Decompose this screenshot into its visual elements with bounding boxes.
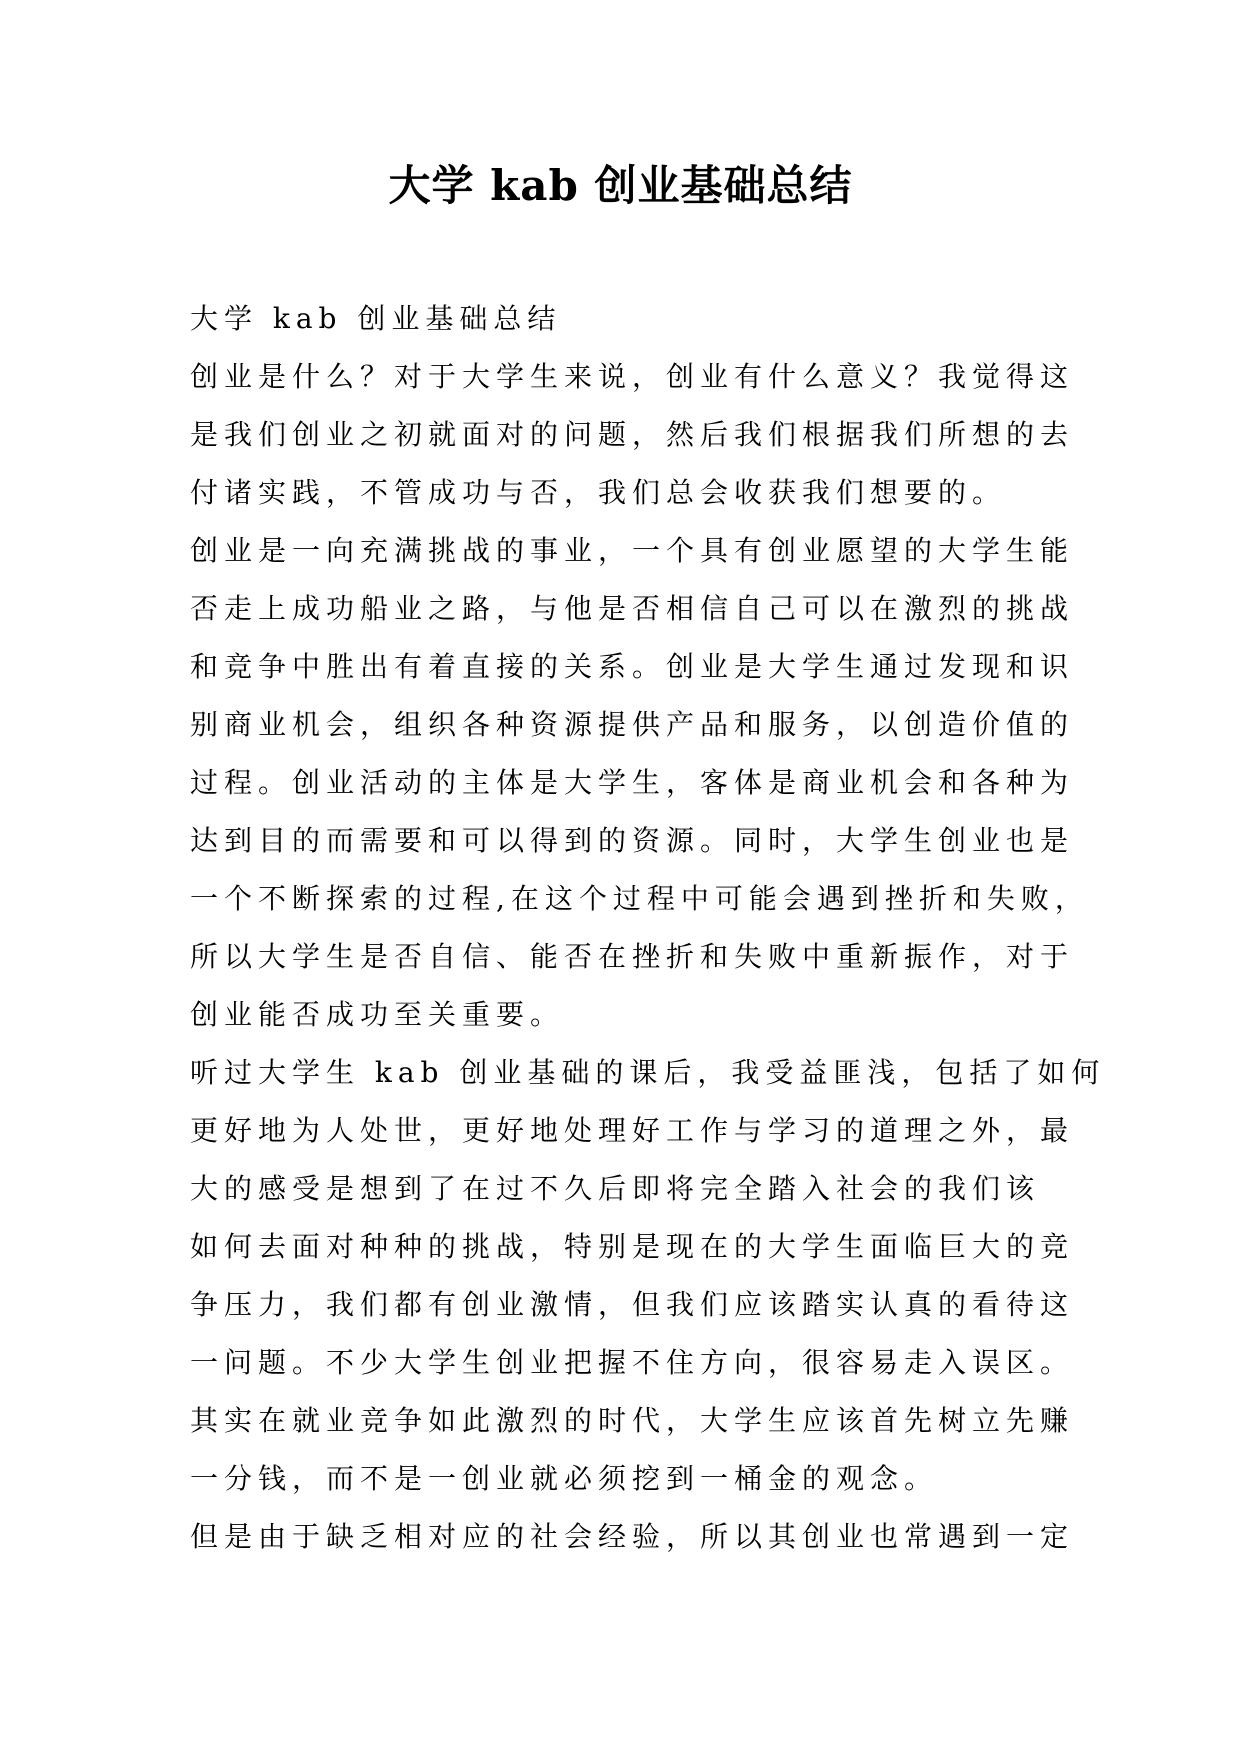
body-line: 别商业机会，组织各种资源提供产品和服务，以创造价值的 <box>190 708 1075 741</box>
body-line: 创业是一向充满挑战的事业，一个具有创业愿望的大学生能 <box>190 534 1075 567</box>
body-line: 如何去面对种种的挑战，特别是现在的大学生面临巨大的竞 <box>190 1230 1075 1263</box>
body-line: 一个不断探索的过程,在这个过程中可能会遇到挫折和失败， <box>190 882 1089 915</box>
body-line: 听过大学生 kab 创业基础的课后，我受益匪浅，包括了如何 <box>190 1056 1106 1089</box>
body-line: 一分钱，而不是一创业就必须挖到一桶金的观念。 <box>190 1462 939 1495</box>
body-line: 否走上成功船业之路，与他是否相信自己可以在激烈的挑战 <box>190 592 1075 625</box>
body-line: 所以大学生是否自信、能否在挫折和失败中重新振作，对于 <box>190 940 1075 973</box>
body-line: 创业是什么？对于大学生来说，创业有什么意义？我觉得这 <box>190 360 1075 393</box>
body-line: 大的感受是想到了在过不久后即将完全踏入社会的我们该 <box>190 1172 1041 1205</box>
document-title: 大学 kab 创业基础总结 <box>388 161 853 210</box>
body-line: 争压力，我们都有创业激情，但我们应该踏实认真的看待这 <box>190 1288 1075 1321</box>
body-line: 但是由于缺乏相对应的社会经验，所以其创业也常遇到一定 <box>190 1520 1075 1553</box>
body-line: 过程。创业活动的主体是大学生，客体是商业机会和各种为 <box>190 766 1075 799</box>
body-line: 和竞争中胜出有着直接的关系。创业是大学生通过发现和识 <box>190 650 1075 683</box>
body-line: 付诸实践，不管成功与否，我们总会收获我们想要的。 <box>190 476 1007 509</box>
body-line: 一问题。不少大学生创业把握不住方向，很容易走入误区。 <box>190 1346 1075 1379</box>
body-line: 其实在就业竞争如此激烈的时代，大学生应该首先树立先赚 <box>190 1404 1075 1437</box>
document-body <box>190 290 1106 1566</box>
body-line: 大学 kab 创业基础总结 <box>190 302 562 335</box>
body-line: 更好地为人处世，更好地处理好工作与学习的道理之外，最 <box>190 1114 1075 1147</box>
body-line: 创业能否成功至关重要。 <box>190 998 565 1031</box>
body-line: 达到目的而需要和可以得到的资源。同时，大学生创业也是 <box>190 824 1075 857</box>
body-line: 是我们创业之初就面对的问题，然后我们根据我们所想的去 <box>190 418 1075 451</box>
